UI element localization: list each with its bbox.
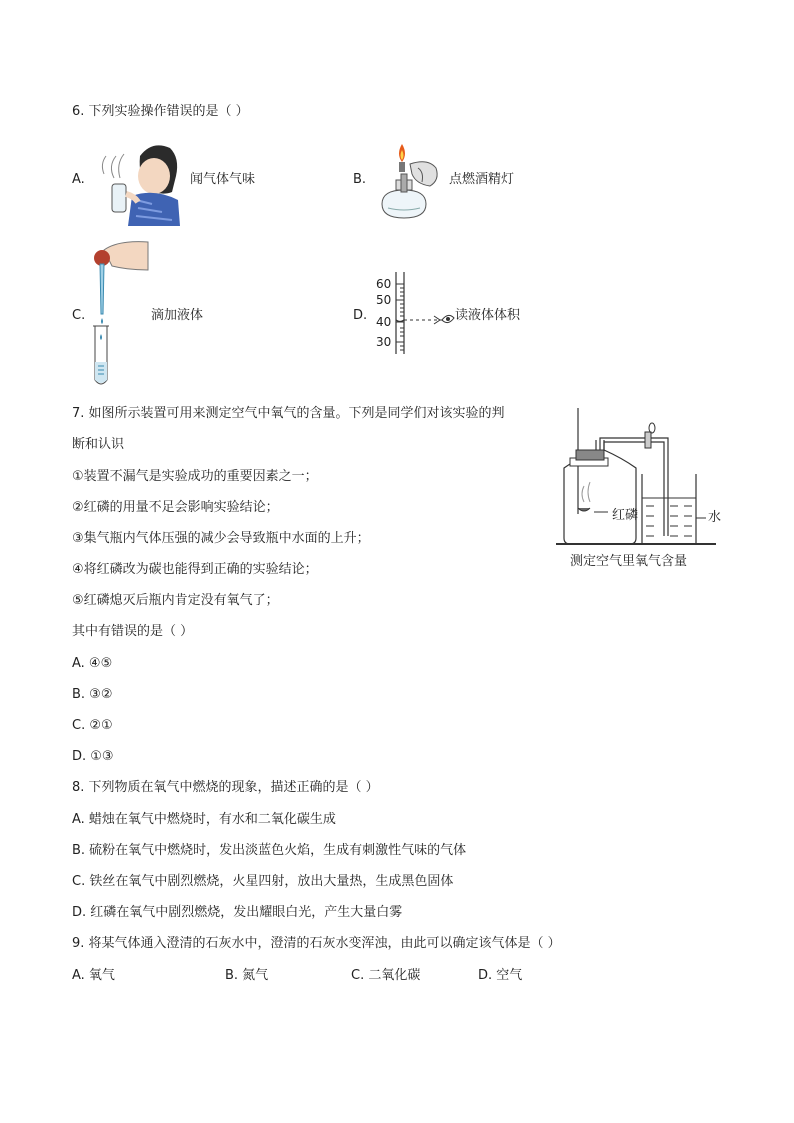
q7-option-c: C. ②① [72,718,113,733]
q7-statement-5: ⑤红磷熄灭后瓶内肯定没有氧气了； [72,593,279,608]
q9-stem: 9. 将某气体通入澄清的石灰水中，澄清的石灰水变浑浊，由此可以确定该气体是（ ） [72,936,561,951]
water-label: 水 [708,510,722,525]
q6-option-c-letter: C. [72,308,86,323]
q6-option-d-letter: D. [353,308,368,323]
q9-option-c: C. 二氧化碳 [351,968,421,983]
q7-stem-line2: 断和认识 [72,437,125,452]
q9-option-b: B. 氮气 [225,968,269,983]
oxygen-measurement-apparatus [556,404,736,576]
q6-option-a-letter: A. [72,172,85,187]
figure-caption: 测定空气里氧气含量 [570,554,688,569]
q6-option-a-label: 闻气体气味 [190,172,256,187]
dropper-and-test-tube-illustration [84,236,150,388]
q6-option-c-label: 滴加液体 [151,308,204,323]
cylinder-tick-40: 40 [376,315,392,329]
q7-stem-line1: 7. 如图所示装置可用来测定空气中氧气的含量。下列是同学们对该实验的判 [72,406,505,421]
q7-statement-2: ②红磷的用量不足会影响实验结论； [72,500,279,515]
q6-option-b-letter: B. [353,172,367,187]
q8-option-a: A. 蜡烛在氧气中燃烧时，有水和二氧化碳生成 [72,812,336,827]
q8-option-c: C. 铁丝在氧气中剧烈燃烧，火星四射，放出大量热，生成黑色固体 [72,874,454,889]
q7-option-d: D. ①③ [72,749,114,764]
q9-option-d: D. 空气 [478,968,523,983]
q8-stem: 8. 下列物质在氧气中燃烧的现象，描述正确的是（ ） [72,780,379,795]
q7-option-a: A. ④⑤ [72,656,113,671]
q8-option-b: B. 硫粉在氧气中燃烧时，发出淡蓝色火焰，生成有刺激性气味的气体 [72,843,467,858]
q8-option-d: D. 红磷在氧气中剧烈燃烧，发出耀眼白光，产生大量白雾 [72,905,403,920]
q9-option-a: A. 氧气 [72,968,115,983]
q6-option-d-label: 读液体体积 [455,308,521,323]
cylinder-tick-30: 30 [376,335,392,349]
q7-question: 其中有错误的是（ ） [72,624,194,639]
q6-option-b-label: 点燃酒精灯 [449,172,515,187]
red-phosphorus-label: 红磷 [612,508,639,523]
q7-option-b: B. ③② [72,687,113,702]
q7-statement-4: ④将红磷改为碳也能得到正确的实验结论； [72,562,318,577]
eye-sightline-icon [404,308,456,328]
cylinder-tick-60: 60 [376,277,392,291]
q6-stem: 6. 下列实验操作错误的是（ ） [72,104,249,119]
lighting-alcohol-lamp-illustration [368,134,448,226]
q7-statement-1: ①装置不漏气是实验成功的重要因素之一； [72,469,318,484]
cylinder-tick-50: 50 [376,293,392,307]
q7-statement-3: ③集气瓶内气体压强的减少会导致瓶中水面的上升； [72,531,370,546]
smelling-gas-illustration [92,136,187,228]
